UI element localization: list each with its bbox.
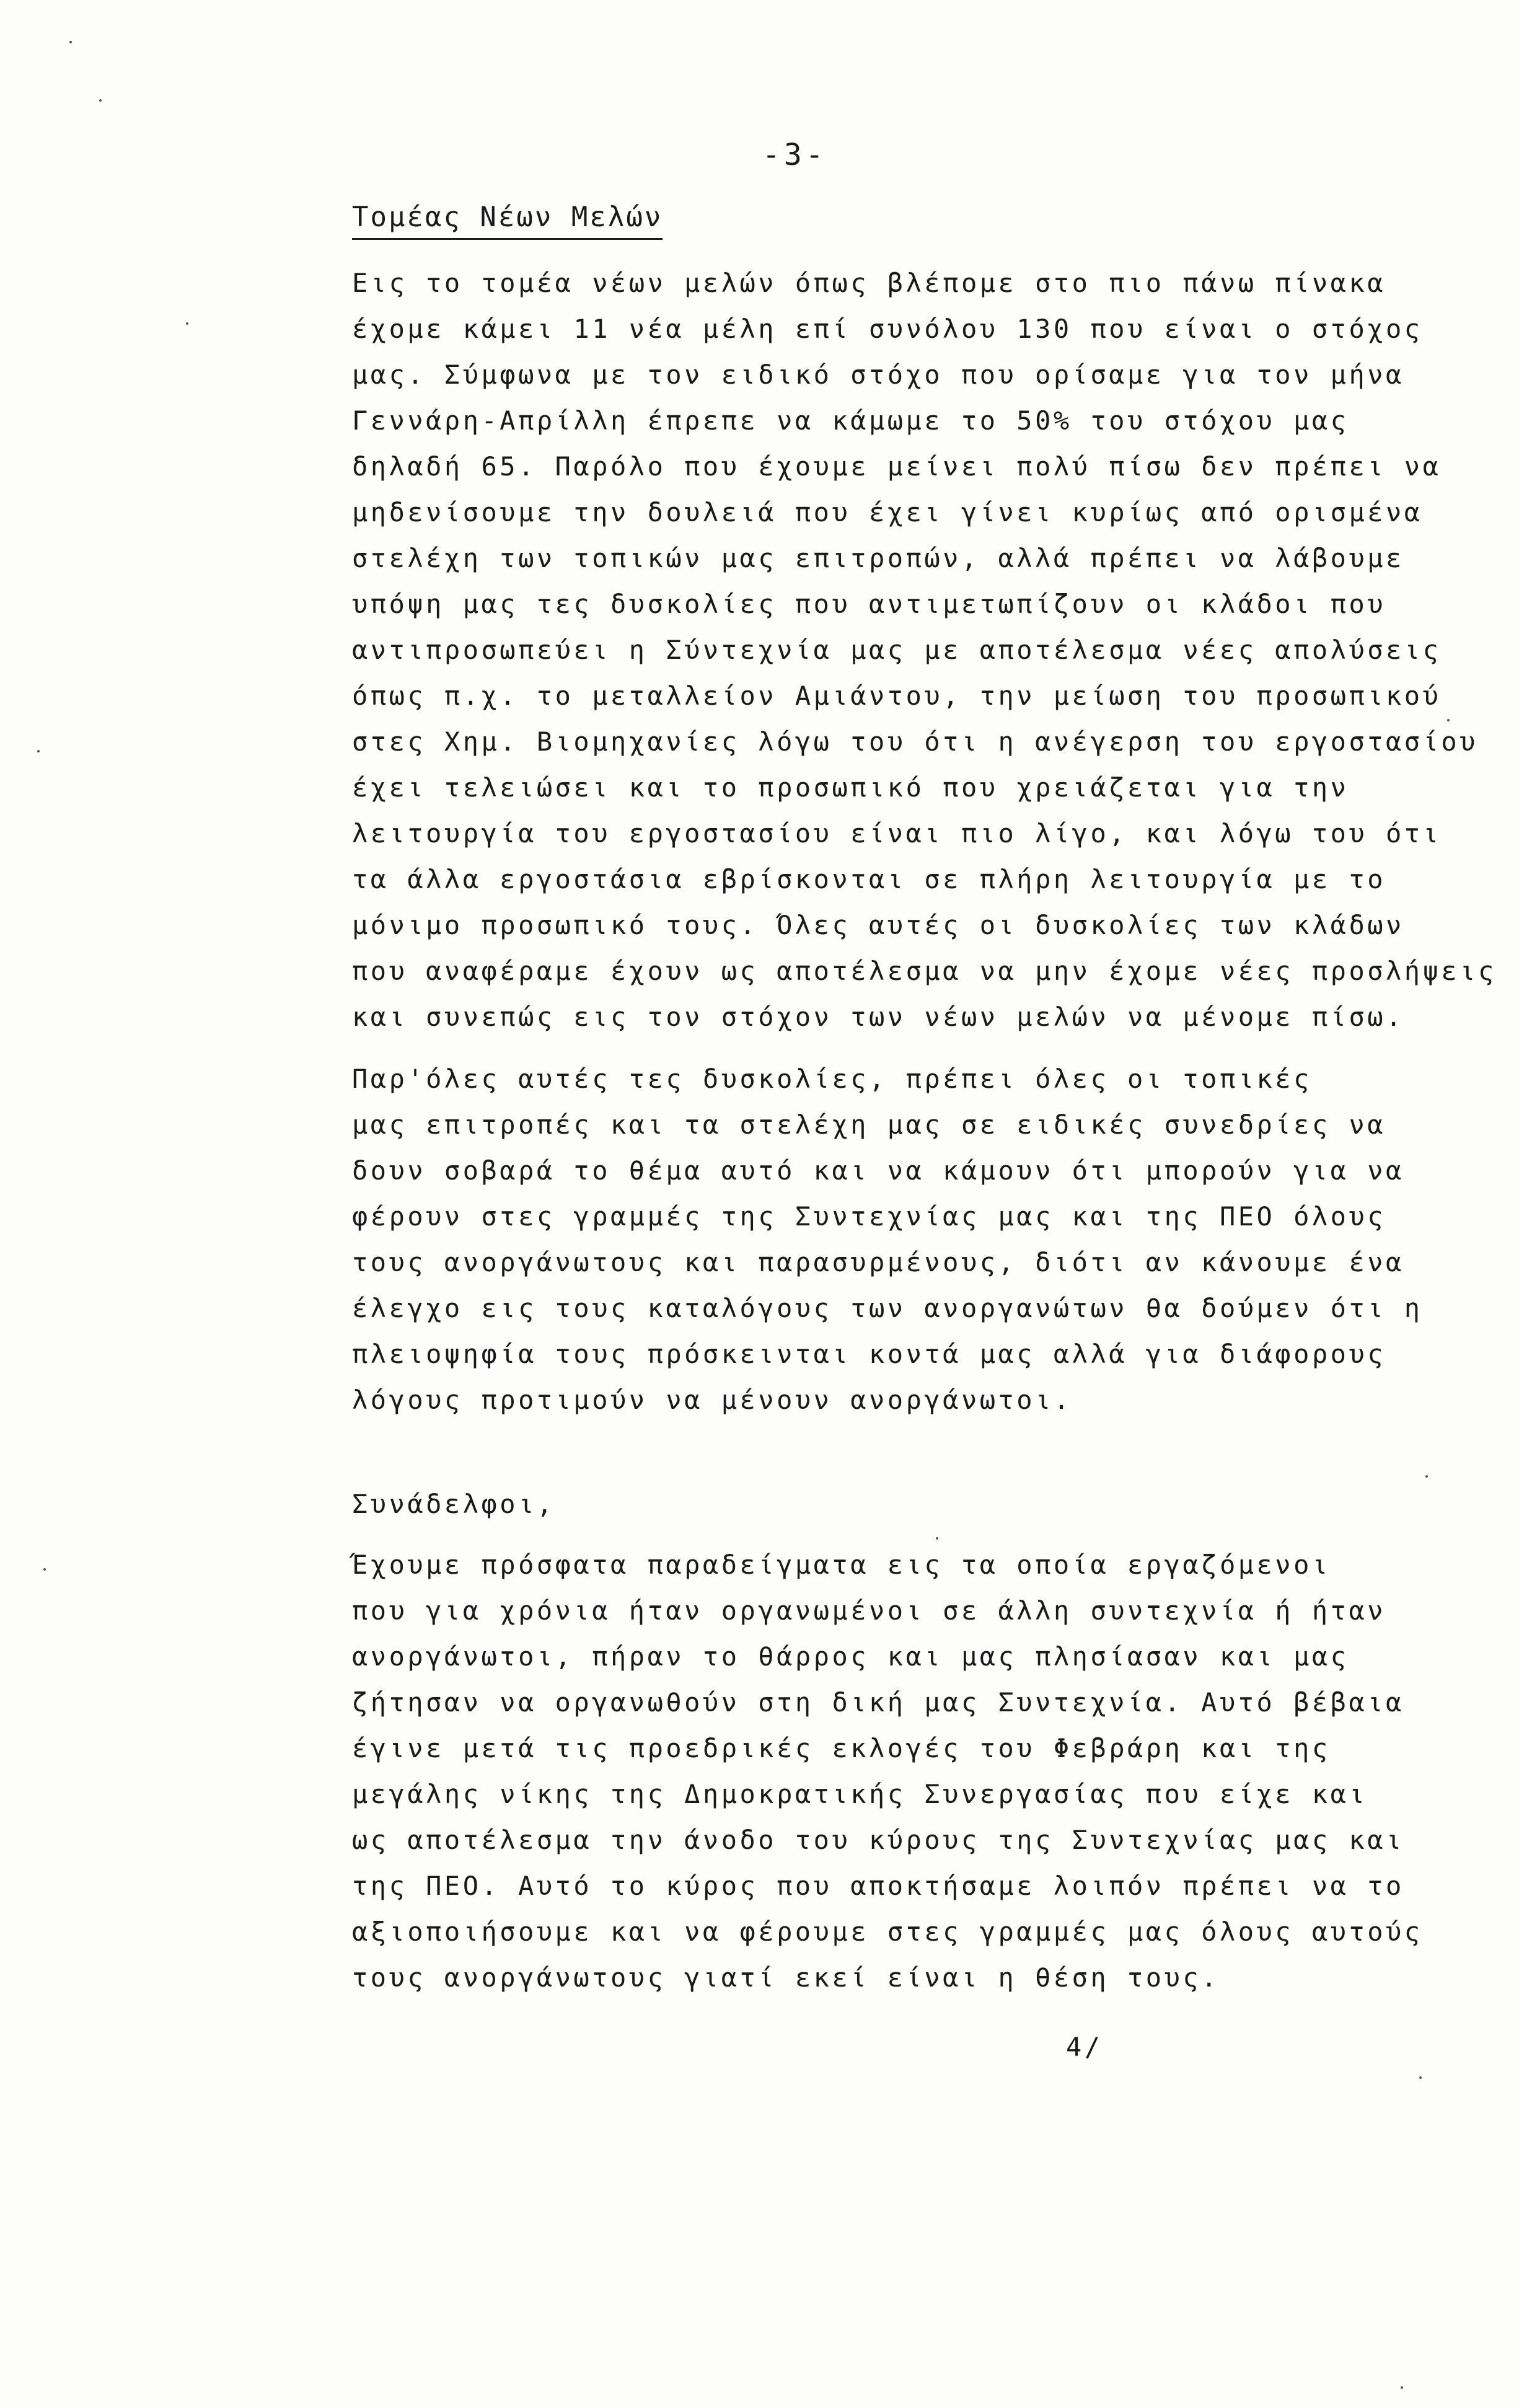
scan-speck: [1401, 2386, 1403, 2389]
text-line: δηλαδή 65. Παρόλο που έχουμε μείνει πολύ πίσω δεν πρέπει να: [352, 451, 1442, 482]
text-line: μόνιμο προσωπικό τους. Όλες αυτές οι δυσκολίες των κλάδων: [352, 910, 1404, 940]
text-line: που αναφέραμε έχουν ως αποτέλεσμα να μην έχομε νέες προσλήψεις: [352, 956, 1497, 986]
text-line: φέρουν στες γραμμές της Συντεχνίας μας και της ΠΕΟ όλους: [352, 1201, 1386, 1232]
text-line: έγινε μετά τις προεδρικές εκλογές του Φεβράρη και της: [352, 1733, 1331, 1763]
text-line: Εις το τομέα νέων μελών όπως βλέπομε στο πιο πάνω πίνακα: [352, 268, 1386, 298]
text-line: Έχουμε πρόσφατα παραδείγματα εις τα οποία εργαζόμενοι: [352, 1550, 1331, 1580]
text-line: και συνεπώς εις τον στόχον των νέων μελών να μένομε πίσω.: [352, 1002, 1404, 1032]
scan-speck: [99, 99, 102, 102]
text-line: τους ανοργάνωτους γιατί εκεί είναι η θέση τους.: [352, 1962, 1220, 1993]
text-line: πλειοψηφία τους πρόσκεινται κοντά μας αλλά για διάφορους: [352, 1339, 1386, 1369]
text-line: αξιοποιήσουμε και να φέρουμε στες γραμμές μας όλους αυτούς: [352, 1916, 1423, 1947]
continuation-marker: 4/: [1066, 2032, 1103, 2062]
text-line: μεγάλης νίκης της Δημοκρατικής Συνεργασίας που είχε και: [352, 1779, 1368, 1809]
text-line: έλεγχο εις τους καταλόγους των ανοργανώτων θα δούμεν ότι η: [352, 1293, 1423, 1323]
text-line: δουν σοβαρά το θέμα αυτό και να κάμουν ότι μπορούν για να: [352, 1155, 1404, 1186]
scan-speck: [1425, 1475, 1428, 1478]
text-line: λόγους προτιμούν να μένουν ανοργάνωτοι.: [352, 1385, 1072, 1415]
text-line: μας επιτροπές και τα στελέχη μας σε ειδικές συνεδρίες να: [352, 1109, 1386, 1140]
text-line: ως αποτέλεσμα την άνοδο του κύρους της Συντεχνίας μας και: [352, 1825, 1404, 1855]
text-line: έχομε κάμει 11 νέα μέλη επί συνόλου 130 που είναι ο στόχος: [352, 314, 1423, 344]
scan-speck: [1447, 719, 1450, 721]
scan-speck: [69, 41, 72, 43]
text-line: της ΠΕΟ. Αυτό το κύρος που αποκτήσαμε λοιπόν πρέπει να το: [352, 1871, 1404, 1901]
salutation: Συνάδελφοι,: [352, 1489, 555, 1519]
text-line: Γεννάρη-Απρίλλη έπρεπε να κάμωμε το 50% του στόχου μας: [352, 405, 1349, 436]
text-line: στελέχη των τοπικών μας επιτροπών, αλλά πρέπει να λάβουμε: [352, 543, 1404, 573]
scan-speck: [1419, 2076, 1422, 2079]
text-line: τους ανοργάνωτους και παρασυρμένους, διότι αν κάνουμε ένα: [352, 1247, 1404, 1277]
page-number: -3-: [762, 138, 827, 172]
text-line: έχει τελειώσει και το προσωπικό που χρειάζεται για την: [352, 772, 1349, 803]
scan-speck: [186, 322, 188, 325]
text-line: μας. Σύμφωνα με τον ειδικό στόχο που ορίσαμε για τον μήνα: [352, 359, 1404, 390]
text-line: μηδενίσουμε την δουλειά που έχει γίνει κυρίως από ορισμένα: [352, 497, 1423, 527]
scan-speck: [37, 750, 40, 752]
text-line: αντιπροσωπεύει η Σύντεχνία μας με αποτέλεσμα νέες απολύσεις: [352, 635, 1442, 665]
text-line: ανοργάνωτοι, πήραν το θάρρος και μας πλησίασαν και μας: [352, 1641, 1349, 1672]
text-line: ζήτησαν να οργανωθούν στη δική μας Συντεχνία. Αυτό βέβαια: [352, 1687, 1404, 1718]
text-line: υπόψη μας τες δυσκολίες που αντιμετωπίζουν οι κλάδοι που: [352, 589, 1386, 619]
scan-speck: [43, 1568, 46, 1571]
section-heading: Τομέας Νέων Μελών: [352, 201, 663, 240]
text-line: στες Χημ. Βιομηχανίες λόγω του ότι η ανέγερση του εργοστασίου: [352, 726, 1478, 757]
scan-speck: [936, 1537, 938, 1540]
text-line: όπως π.χ. το μεταλλείον Αμιάντου, την μείωση του προσωπικού: [352, 681, 1442, 711]
text-line: Παρ'όλες αυτές τες δυσκολίες, πρέπει όλες οι τοπικές: [352, 1064, 1312, 1094]
text-line: λειτουργία του εργοστασίου είναι πιο λίγο, και λόγω του ότι: [352, 818, 1442, 849]
text-line: τα άλλα εργοστάσια εβρίσκονται σε πλήρη λειτουργία με το: [352, 864, 1386, 894]
text-line: που για χρόνια ήταν οργανωμένοι σε άλλη συντεχνία ή ήταν: [352, 1595, 1386, 1626]
